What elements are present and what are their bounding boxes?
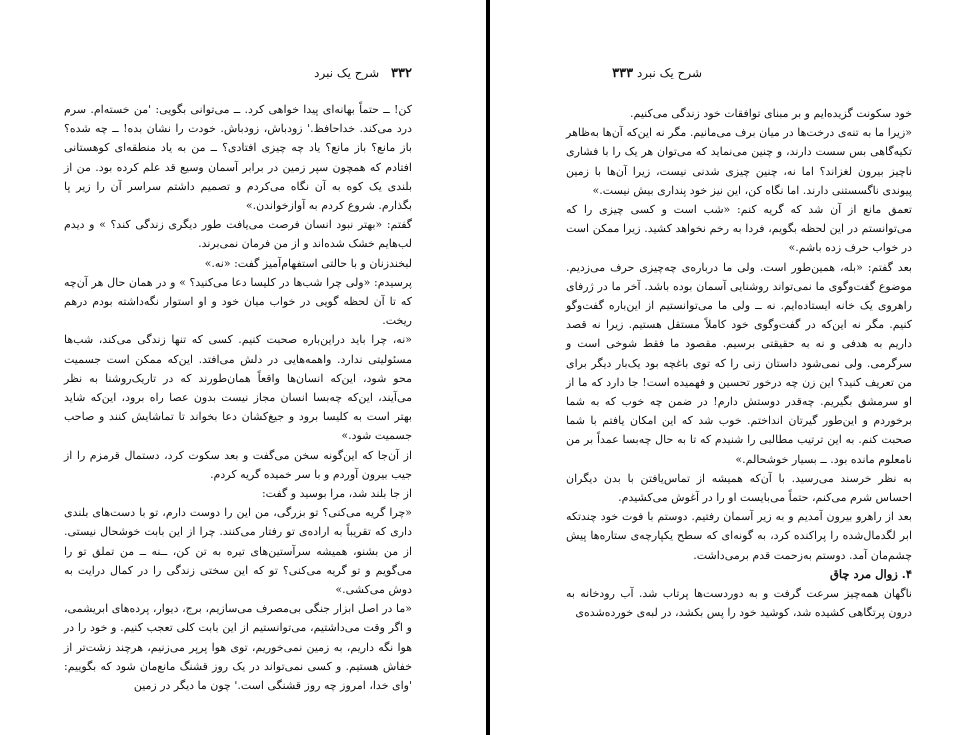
left-page-header [252,66,412,84]
left-paragraph-5: «نه، چرا باید دراین‌باره صحبت کنیم. کسی که تنها زندگی می‌کند، شب‌ها مسئولیتی ندارد. واهمه‌هایی در دلش می‌افتد. این‌که ممکن است جسمیت محو شود، این‌که انسان‌ها واقعاً همان‌طورند که در تاریک‌روشنا به نظر می‌آیند، این‌که چه‌بسا انسان مجاز نیست بدون عصا راه برود، این‌که شاید بهتر است به کلیسا برود و جیغ‌کشان دعا بخواند تا تماشایش کنند و صاحب جسمیت شود.» [64,333,412,443]
right-paragraph-6: بعد از راهرو بیرون آمدیم و به زیر آسمان رفتیم. دوستم با فوت خود چندتکه ابر لگدمال‌شده را پراکنده کرد، به گونه‌ای که سطح یکپارچه‌ی ستاره‌ها پیش چشم‌مان آمد. دوستم به‌زحمت قدم برمی‌داشت. [566,510,912,562]
left-running-title: شرح یک نبرد [314,66,380,80]
left-paragraph-1: کن! ــ حتماً بهانه‌ای پیدا خواهی کرد. ــ می‌توانی بگویی: 'من خسته‌ام. سرم درد می‌کند. خداحافظ.' زودباش، زودباش. خودت را نشان بده! ــ چه شده؟ باز مانع؟ باز مانع؟ یاد چه چیزی افتادی؟ ــ من به یاد منطقه‌ای کوهستانی افتادم که همچون سپر زمین در برابر آسمان وسیع قد علم کرده بود. من از بلندی یک کوه به آن نگاه می‌کردم و تصمیم داشتم سراسر آن را زیر پا بگذارم. شروع کردم به آوازخواندن.» [64,103,412,213]
right-page [490,0,979,735]
left-paragraph-6: از آن‌جا که این‌گونه سخن می‌گفت و بعد سکوت کرد، دستمال قرمزم را از جیب بیرون آوردم و با سر خمیده گریه کردم. [64,448,412,481]
section-title: ۴. زوال مرد چاق [829,566,912,581]
left-page [0,0,486,735]
left-page-number: ۳۳۲ [391,66,412,81]
right-paragraph-4: بعد گفتم: «بله، همین‌طور است. ولی ما درباره‌ی چه‌چیزی حرف می‌زدیم. موضوع گفت‌وگوی ما نمی‌تواند روشنایی آسمان بوده باشد. آخر ما در ژرفای راهروی یک خانه ایستاده‌ایم. نه ــ ولی ما می‌توانستیم از این‌باره گفت‌وگو کنیم. مگر نه این‌که در گفت‌وگوی خود کاملاً مستقل هستیم. زیرا نه قصد داریم به هدفی و نه به حقیقتی برسیم. مقصود ما فقط شوخی است و سرگرمی. ولی نمی‌شود داستان زنی را که توی باغچه بود یک‌بار دیگر برای من تعریف کنید؟ این زن چه درخور تحسین و فهمیده است! جا دارد که ما از او سرمشق بگیریم. چه‌قدر دوستش دارم! در ضمن چه خوب که به شما برخوردم و این‌طور گیرتان انداختم. خوب شد که این امکان یافتم با شما صحبت کنم. به این ترتیب مطالبی را شنیدم که تا به حال چه‌بسا عمداً بر من نامعلوم مانده بود. ــ بسیار خوشحالم.» [566,260,912,466]
right-running-title: شرح یک نبرد [636,66,702,80]
left-page-body [64,100,412,695]
right-paragraph-1: خود سکونت گزیده‌ایم و بر مبنای توافقات خود زندگی می‌کنیم. [630,107,912,120]
left-paragraph-7: از جا بلند شد، مرا بوسید و گفت: [261,487,412,501]
left-paragraph-4: پرسیدم: «ولی چرا شب‌ها در کلیسا دعا می‌کنید؟ » و در همان حال هر آن‌چه که تا آن لحظه گویی در خواب میان خود و او استوار نگه‌داشته بودم درهم ریخت. [64,275,412,328]
right-paragraph-2: «زیرا ما به تنه‌ی درخت‌ها در میان برف می‌مانیم. مگر نه این‌که آن‌ها به‌ظاهر تکیه‌گاهی بس سست دارند، و چنین می‌نماید که می‌توان هر یک را با فشاری ناچیز بیرون لغزاند؟ اما نه، چنین چیزی شدنی نیست، زیرا آن‌ها با زمین پیوندی ناگسستنی دارند. اما نگاه کن، این نیز خود پنداری بیش نیست.» [566,126,912,197]
left-paragraph-9: «ما در اصل ابزار جنگی بی‌مصرف می‌سازیم، برج، دیوار، پرده‌های ابریشمی، و اگر وقت می‌داشتیم، می‌توانستیم از این بابت کلی تعجب کنیم. و خود را در هوا نگه داریم، به زمین نمی‌خوریم، توی هوا پرپر می‌زنیم، هرچند زشت‌تر از خفاش هستیم. و کسی نمی‌تواند در یک روز قشنگ مانع‌مان شود که بگوییم: 'وای خدا، امروز چه روز قشنگی است.' چون ما دیگر در زمین [64,602,412,693]
right-paragraph-5: به نظر خرسند می‌رسید. با آن‌که همیشه از تماس‌یافتن با بدن دیگران احساس شرم می‌کنم، حتماً می‌بایست او را در آغوش می‌کشیدم. [566,471,912,505]
left-paragraph-3: لبخندزنان و با حالتی استفهام‌آمیز گفت: «نه.» [204,256,412,270]
section-paragraph-1: ناگهان همه‌چیز سرعت گرفت و به دوردست‌ها پرتاب شد. آب رودخانه به درون پرتگاهی کشیده شد، کوشید خود را پس بکشد، در لبه‌ی خورده‌شده‌ی [566,587,912,620]
right-paragraph-3: تعمق مانع از آن شد که گریه کنم: «شب است و کسی چیزی را که می‌توانستم در این لحظه بگویم، فردا به رخم نخواهد کشید. زیرا ممکن است در خواب حرف زده باشم.» [566,203,912,255]
right-page-header [562,66,702,84]
left-paragraph-8: «چرا گریه می‌کنی؟ تو بزرگی، من این را دوست دارم، تو با دست‌های بلندی داری که تقریباً به اراده‌ی تو رفتار می‌کنند. چرا از این بابت خوشحال نیستی. از من بشنو، همیشه سرآستین‌های تیره به تن کن، ــنه ــ من تملق تو را می‌گویم و تو گریه می‌کنی؟ تو که این سختی زندگی را در کمال درایت به دوش می‌کشی.» [64,506,412,597]
right-page-number: ۳۳۳ [612,66,634,81]
right-page-body [566,104,912,622]
left-paragraph-2: گفتم: «بهتر نبود انسان فرصت می‌یافت طور دیگری زندگی کند؟ » و دیدم لب‌هایم خشک شده‌اند و از من فرمان نمی‌برند. [64,218,412,251]
